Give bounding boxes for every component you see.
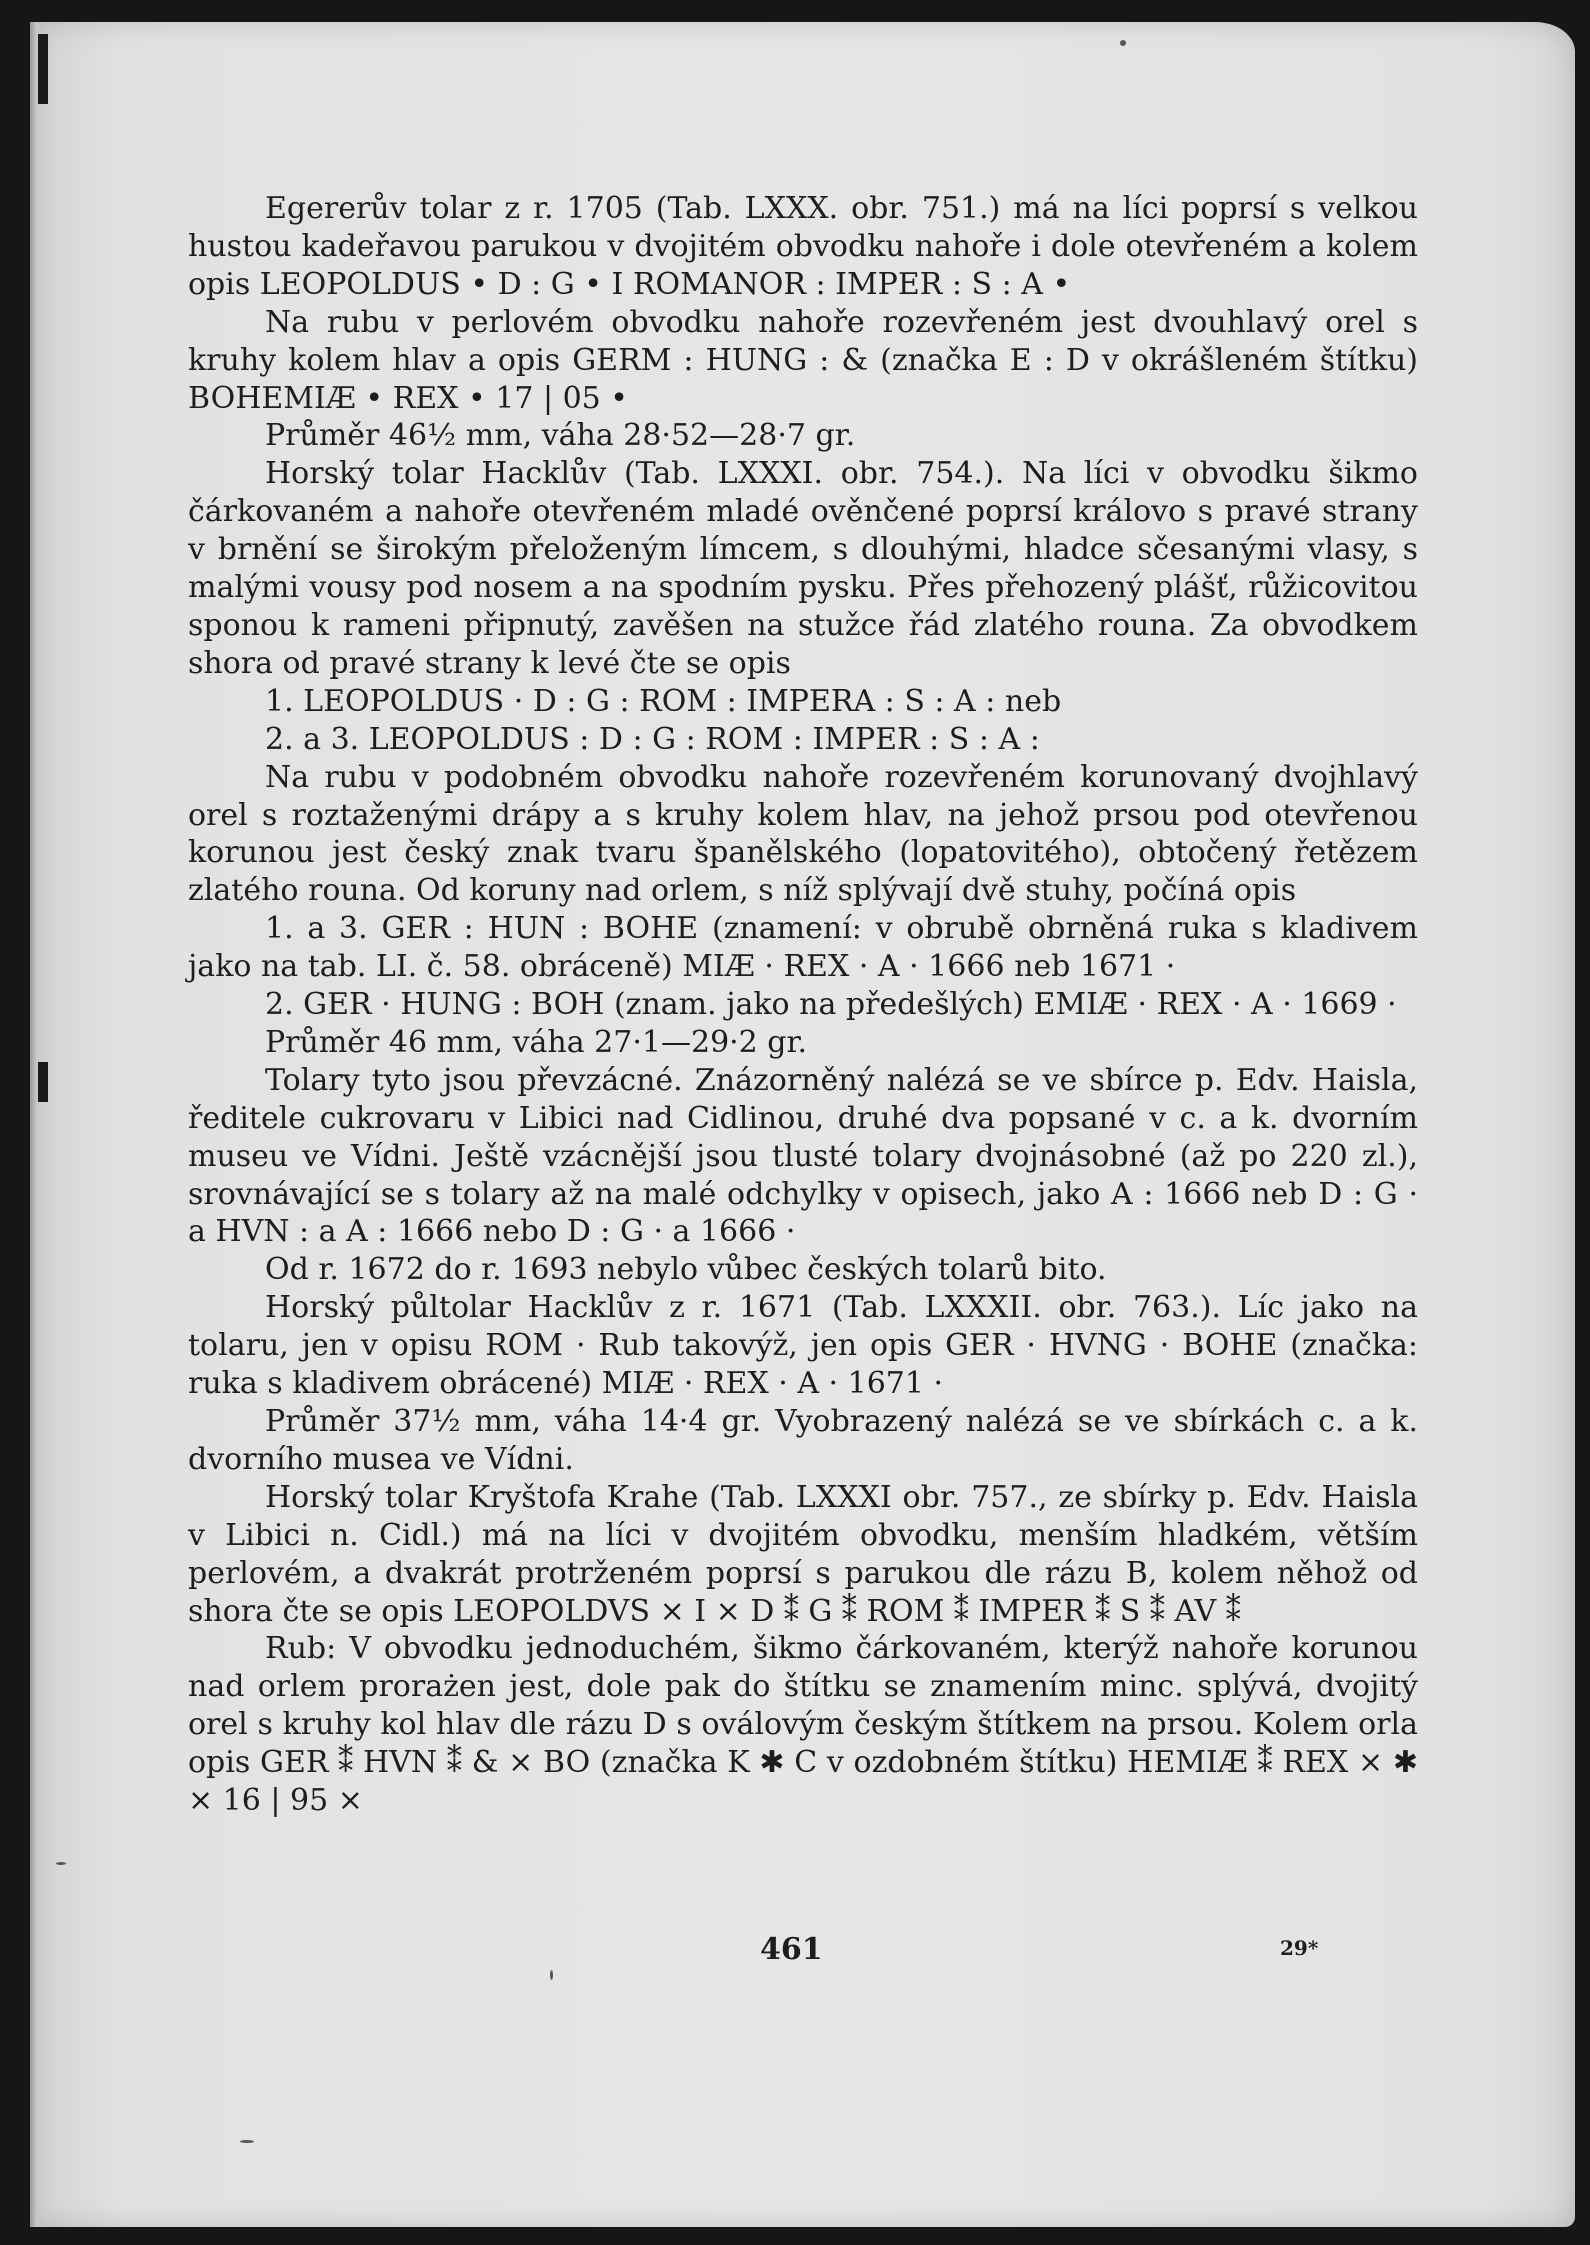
book-page <box>30 22 1575 2227</box>
paragraph: Na rubu v perlovém obvodku nahoře rozevřeném jest dvouhlavý orel s kruhy kolem hlav a opis GERM : HUNG : & (značka E : D v okrášleném štítku) BOHEMIÆ • REX • 17 | 05 • <box>188 304 1418 416</box>
paragraph: 2. GER · HUNG : BOH (znam. jako na předešlých) EMIÆ · REX · A · 1669 · <box>265 987 1397 1023</box>
paragraph: Egererův tolar z r. 1705 (Tab. LXXX. obr. 751.) má na líci poprsí s velkou hustou kadeřavou parukou v dvojitém obvodku nahoře i dole otevřeném a kolem opis LEOPOLDUS • D : G • I ROMANOR : IMPER : S : A • <box>188 191 1418 302</box>
print-speck <box>56 1862 66 1865</box>
paragraph: Tolary tyto jsou převzácné. Znázorněný nalézá se ve sbírce p. Edv. Haisla, ředitele cukrovaru v Libici nad Cidlinou, druhé dva popsané v c. a k. dvorním museu ve Vídni. Ještě vzácnější jsou tlusté tolary dvojnásobné (až po 220 zl.), srovnávající se s tolary až na malé odchylky v opisech, jako A : 1666 neb D : G · a HVN : a A : 1666 nebo D : G · a 1666 · <box>188 1062 1418 1250</box>
print-speck <box>1120 40 1126 46</box>
paragraph: Průměr 37½ mm, váha 14·4 gr. Vyobrazený nalézá se ve sbírkách c. a k. dvorního musea ve Vídni. <box>188 1404 1418 1477</box>
page-binding-edge <box>30 22 38 2227</box>
body-text <box>188 190 1418 1820</box>
print-speck <box>240 2140 254 2143</box>
paragraph: Průměr 46½ mm, váha 28·52—28·7 gr. <box>265 418 856 454</box>
binding-mark-top <box>38 34 48 104</box>
paragraph: Od r. 1672 do r. 1693 nebylo vůbec českých tolarů bito. <box>265 1252 1107 1288</box>
paragraph: Horský půltolar Hacklův z r. 1671 (Tab. LXXXII. obr. 763.). Líc jako na tolaru, jen v opisu ROM · Rub takovýž, jen opis GER · HVNG · BOHE (značka: ruka s kladivem obrácené) MIÆ · REX · A · 1671 · <box>188 1290 1418 1402</box>
paragraph: 2. a 3. LEOPOLDUS : D : G : ROM : IMPER : S : A : <box>265 721 1040 757</box>
page-footer <box>30 1932 1575 1972</box>
binding-mark-middle <box>38 1062 48 1102</box>
paragraph: 1. LEOPOLDUS · D : G : ROM : IMPERA : S : A : neb <box>265 683 1062 719</box>
paragraph: Na rubu v podobném obvodku nahoře rozevřeném korunovaný dvojhlavý orel s roztaženými drápy a s kruhy kolem hlav, na jehož prsou pod otevřenou korunou jest český znak tvaru španělského (lopatovitého), obtočený řetězem zlatého rouna. Od koruny nad orlem, s níž splývají dvě stuhy, počíná opis <box>188 759 1418 909</box>
page-number: 461 <box>760 1932 823 1967</box>
paragraph: 1. a 3. GER : HUN : BOHE (znamení: v obrubě obrněná ruka s kladivem jako na tab. LI. č. 58. obráceně) MIÆ · REX · A · 1666 neb 1671 · <box>188 911 1418 985</box>
paragraph: Průměr 46 mm, váha 27·1—29·2 gr. <box>265 1024 808 1060</box>
paragraph: Rub: V obvodku jednoduchém, šikmo čárkovaném, kterýž nahoře korunou nad orlem prorażen jest, dole pak do štítku se znamením minc. splývá, dvojitý orel s kruhy kol hlav dle rázu D s oválovým českým štítkem na prsou. Kolem orla opis GER ⁑ HVN ⁑ & × BO (značka K ✱ C v ozdobném štítku) HEMIÆ ⁑ REX × ✱ × 16 | 95 × <box>188 1631 1418 1819</box>
signature-mark: 29* <box>1280 1936 1319 1960</box>
paragraph: Horský tolar Kryštofa Krahe (Tab. LXXXI obr. 757., ze sbírky p. Edv. Haisla v Libici n. Cidl.) má na líci v dvojitém obvodku, menším hladkém, větším perlovém, a dvakrát protrženém poprsí s parukou dle rázu B, kolem něhož od shora čte se opis LEOPOLDVS × I × D ⁑ G ⁑ ROM ⁑ IMPER ⁑ S ⁑ AV ⁑ <box>188 1479 1418 1629</box>
print-speck <box>550 1970 553 1980</box>
paragraph: Horský tolar Hacklův (Tab. LXXXI. obr. 754.). Na líci v obvodku šikmo čárkovaném a nahoře otevřeném mladé ověnčené poprsí královo s pravé strany v brnění se širokým přeloženým límcem, s dlouhými, hladce sčesanými vlasy, s malými vousy pod nosem a na spodním pysku. Přes přehozený plášť, růžicovitou sponou k rameni připnutý, zavěšen na stužce řád zlatého rouna. Za obvodkem shora od pravé strany k levé čte se opis <box>188 456 1418 681</box>
